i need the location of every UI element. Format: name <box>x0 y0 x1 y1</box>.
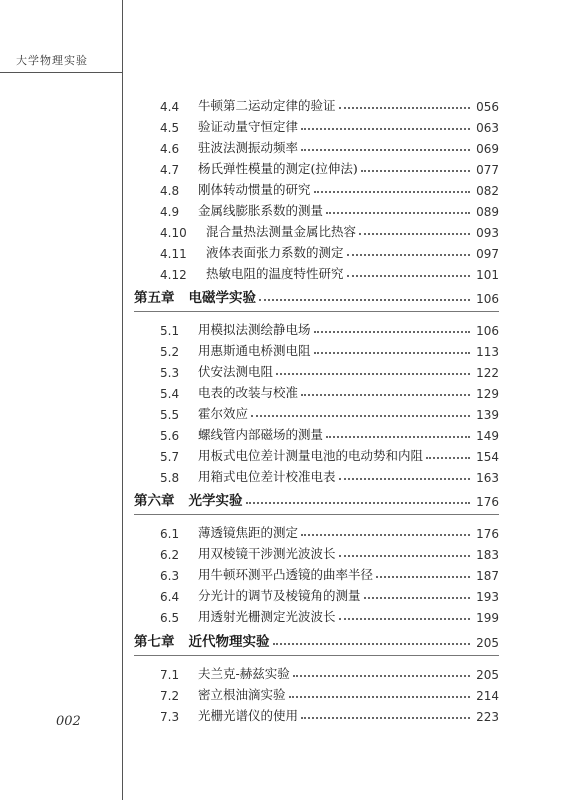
item-number: 6.5 <box>160 611 180 625</box>
toc-item[interactable] <box>134 662 499 682</box>
item-number: 5.8 <box>160 471 180 485</box>
item-number: 5.1 <box>160 324 180 338</box>
item-number: 7.3 <box>160 710 180 724</box>
item-page: 199 <box>476 611 499 625</box>
toc-item[interactable] <box>134 241 499 261</box>
dot-leader <box>347 274 470 277</box>
chapter-heading[interactable] <box>134 286 499 306</box>
toc-item[interactable] <box>134 563 499 583</box>
item-page: 077 <box>476 163 499 177</box>
chapter-heading[interactable] <box>134 630 499 650</box>
dot-leader <box>289 695 470 698</box>
item-number: 5.5 <box>160 408 180 422</box>
chapter-heading[interactable] <box>134 489 499 509</box>
dot-leader <box>259 298 470 301</box>
item-title: 驻波法测振动频率 <box>198 140 299 155</box>
chapter-label: 第六章 <box>134 493 175 509</box>
item-title: 用模拟法测绘静电场 <box>198 322 311 337</box>
dot-leader <box>314 190 470 193</box>
toc-item[interactable] <box>134 339 499 359</box>
toc-item[interactable] <box>134 136 499 156</box>
toc-item[interactable] <box>134 360 499 380</box>
toc-item[interactable] <box>134 423 499 443</box>
toc-item[interactable] <box>134 704 499 724</box>
item-page: 193 <box>476 590 499 604</box>
item-number: 5.6 <box>160 429 180 443</box>
item-page: 176 <box>476 527 499 541</box>
item-number: 7.2 <box>160 689 180 703</box>
item-title: 螺线管内部磁场的测量 <box>198 427 324 442</box>
page-number: 002 <box>56 714 81 729</box>
item-page: 149 <box>476 429 499 443</box>
item-number: 6.3 <box>160 569 180 583</box>
item-number: 6.2 <box>160 548 180 562</box>
section-divider <box>134 514 499 515</box>
toc-item[interactable] <box>134 465 499 485</box>
item-page: 139 <box>476 408 499 422</box>
item-number: 6.1 <box>160 527 180 541</box>
item-page: 063 <box>476 121 499 135</box>
toc-item[interactable] <box>134 178 499 198</box>
chapter-page: 205 <box>476 636 499 650</box>
item-number: 6.4 <box>160 590 180 604</box>
dot-leader <box>339 554 470 557</box>
dot-leader <box>361 169 470 172</box>
toc-item[interactable] <box>134 199 499 219</box>
item-page: 214 <box>476 689 499 703</box>
section-divider <box>134 311 499 312</box>
chapter-page: 106 <box>476 292 499 306</box>
item-page: 089 <box>476 205 499 219</box>
item-title: 杨氏弹性模量的测定(拉伸法) <box>198 161 358 176</box>
item-number: 4.11 <box>160 247 187 261</box>
item-number: 4.5 <box>160 121 180 135</box>
dot-leader <box>301 533 470 536</box>
dot-leader <box>359 232 470 235</box>
item-title: 刚体转动惯量的研究 <box>198 182 311 197</box>
dot-leader <box>326 211 470 214</box>
item-page: 056 <box>476 100 499 114</box>
dot-leader <box>376 575 470 578</box>
item-number: 7.1 <box>160 668 180 682</box>
item-page: 113 <box>476 345 499 359</box>
item-title: 薄透镜焦距的测定 <box>198 525 299 540</box>
dot-leader <box>339 106 470 109</box>
toc-item[interactable] <box>134 157 499 177</box>
item-title: 用板式电位差计测量电池的电动势和内阻 <box>198 448 424 463</box>
toc-item[interactable] <box>134 402 499 422</box>
item-title: 用牛顿环测平凸透镜的曲率半径 <box>198 567 374 582</box>
dot-leader <box>251 414 470 417</box>
chapter-title: 电磁学实验 <box>188 290 256 306</box>
toc-item[interactable] <box>134 262 499 282</box>
item-title: 光栅光谱仪的使用 <box>198 708 299 723</box>
toc-item[interactable] <box>134 605 499 625</box>
item-title: 密立根油滴实验 <box>198 687 286 702</box>
dot-leader <box>246 501 471 504</box>
item-page: 101 <box>476 268 499 282</box>
dot-leader <box>276 372 470 375</box>
dot-leader <box>314 351 470 354</box>
dot-leader <box>301 393 470 396</box>
item-page: 187 <box>476 569 499 583</box>
item-number: 4.7 <box>160 163 180 177</box>
margin-rule <box>122 0 123 800</box>
item-number: 4.4 <box>160 100 180 114</box>
item-title: 电表的改装与校准 <box>198 385 299 400</box>
item-title: 霍尔效应 <box>198 406 249 421</box>
item-number: 4.9 <box>160 205 180 219</box>
item-page: 082 <box>476 184 499 198</box>
item-title: 牛顿第二运动定律的验证 <box>198 98 336 113</box>
dot-leader <box>364 596 470 599</box>
item-page: 097 <box>476 247 499 261</box>
item-title: 热敏电阻的温度特性研究 <box>206 266 344 281</box>
book-title: 大学物理实验 <box>16 54 88 67</box>
item-page: 154 <box>476 450 499 464</box>
toc-item[interactable] <box>134 542 499 562</box>
item-number: 4.10 <box>160 226 187 240</box>
dot-leader <box>314 330 470 333</box>
toc-item[interactable] <box>134 94 499 114</box>
section-divider <box>134 655 499 656</box>
chapter-page: 176 <box>476 495 499 509</box>
item-page: 205 <box>476 668 499 682</box>
item-page: 106 <box>476 324 499 338</box>
item-title: 混合量热法测量金属比热容 <box>206 224 357 239</box>
item-number: 5.4 <box>160 387 180 401</box>
item-title: 夫兰克-赫兹实验 <box>198 666 290 681</box>
item-title: 金属线膨胀系数的测量 <box>198 203 324 218</box>
toc-item[interactable] <box>134 115 499 135</box>
chapter-title: 光学实验 <box>188 493 243 509</box>
item-title: 验证动量守恒定律 <box>198 119 299 134</box>
dot-leader <box>301 127 470 130</box>
item-page: 163 <box>476 471 499 485</box>
item-number: 4.8 <box>160 184 180 198</box>
dot-leader <box>301 716 470 719</box>
item-page: 129 <box>476 387 499 401</box>
header-rule <box>0 72 122 73</box>
dot-leader <box>273 642 471 645</box>
item-title: 用惠斯通电桥测电阻 <box>198 343 311 358</box>
item-title: 用箱式电位差计校准电表 <box>198 469 336 484</box>
dot-leader <box>347 253 470 256</box>
item-number: 4.6 <box>160 142 180 156</box>
toc-item[interactable] <box>134 444 499 464</box>
toc-item[interactable] <box>134 683 499 703</box>
item-title: 用双棱镜干涉测光波波长 <box>198 546 336 561</box>
dot-leader <box>426 456 470 459</box>
toc-item[interactable] <box>134 220 499 240</box>
item-title: 液体表面张力系数的测定 <box>206 245 344 260</box>
item-title: 分光计的调节及棱镜角的测量 <box>198 588 361 603</box>
item-number: 5.7 <box>160 450 180 464</box>
item-page: 093 <box>476 226 499 240</box>
dot-leader <box>301 148 470 151</box>
item-page: 183 <box>476 548 499 562</box>
dot-leader <box>326 435 470 438</box>
item-page: 122 <box>476 366 499 380</box>
item-number: 5.3 <box>160 366 180 380</box>
toc-item[interactable] <box>134 521 499 541</box>
dot-leader <box>339 477 470 480</box>
chapter-title: 近代物理实验 <box>188 634 270 650</box>
toc-item[interactable] <box>134 584 499 604</box>
chapter-label: 第七章 <box>134 634 175 650</box>
item-title: 用透射光栅测定光波波长 <box>198 609 336 624</box>
toc-item[interactable] <box>134 381 499 401</box>
dot-leader <box>293 674 470 677</box>
item-number: 4.12 <box>160 268 187 282</box>
item-number: 5.2 <box>160 345 180 359</box>
item-page: 223 <box>476 710 499 724</box>
item-page: 069 <box>476 142 499 156</box>
item-title: 伏安法测电阻 <box>198 364 274 379</box>
dot-leader <box>339 617 470 620</box>
chapter-label: 第五章 <box>134 290 175 306</box>
toc-item[interactable] <box>134 318 499 338</box>
